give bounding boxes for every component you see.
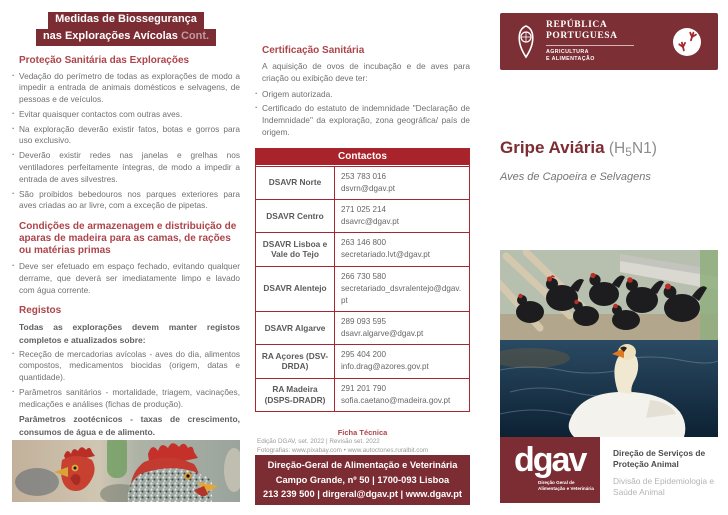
birds-photo — [500, 250, 718, 437]
gov-banner-text — [546, 20, 634, 63]
contact-region: DSAVR Norte — [256, 167, 335, 199]
footer-address: Campo Grande, nº 50 | 1700-093 Lisboa — [275, 474, 450, 485]
contact-phone: 253 783 016 — [341, 171, 387, 181]
contact-phone: 295 404 200 — [341, 350, 387, 360]
contact-row — [256, 166, 469, 199]
footer-contacts: 213 239 500 | dirgeral@dgav.pt | www.dgav.pt — [262, 489, 463, 500]
contact-row — [256, 266, 469, 311]
republica-line-2: PORTUGUESA — [546, 30, 618, 41]
title-suffix-rest: N1) — [631, 140, 657, 157]
registos-intro: Todas as explorações devem manter registos completos e atualizados sobre: — [19, 322, 240, 345]
photo-credits: Fotografias: www.pixabay.com • www.autoctones.ruralbit.com — [257, 447, 429, 455]
edition-note: Edição DGAV, set. 2022 | Revisão set. 2022 — [257, 437, 380, 445]
roosters-photo — [12, 440, 240, 502]
contact-region: DSAVR Algarve — [256, 312, 335, 344]
title-suffix-sub: 5 — [625, 145, 632, 159]
sector-line-2: E ALIMENTAÇÃO — [546, 55, 595, 62]
contact-region: DSAVR Lisboa e Vale do Tejo — [256, 233, 335, 265]
bullet-item: · Receção de mercadorias avícolas - aves do dia, alimentos compostos, medicamentos biocidas (origem, datas e quantidade). — [12, 349, 240, 384]
ficha-tecnica-title: Ficha Técnica — [337, 427, 388, 437]
contact-row — [256, 199, 469, 232]
bullet-item: · São proibidos bebedouros nos parques exteriores para aves criadas ao ar livre, com a exceção de pipetas. — [12, 189, 240, 213]
contact-region: RA Madeira (DSPS-DRADR) — [256, 379, 335, 411]
contact-row — [256, 378, 469, 411]
contacts-table-header: Contactos — [256, 149, 469, 166]
contact-email: dsavr.algarve@dgav.pt — [341, 329, 424, 339]
chickens-photo — [500, 250, 718, 340]
contact-phone: 263 146 800 — [341, 238, 387, 248]
dept-primary: Direção de Serviços de Proteção Animal — [613, 448, 706, 469]
badge-line-2-text: nas Explorações Avícolas — [42, 29, 178, 42]
certification-intro: A aquisição de ovos de incubação e de aves para criação ou exibição deve ter: — [262, 61, 470, 83]
gov-banner — [500, 13, 718, 70]
dept-secondary: Divisão de Epidemiologia e Saúde Animal — [613, 475, 715, 497]
bullet-item: · Vedação do perímetro de todas as explorações de modo a impedir a entrada de animais domésticos e selvagens, de pessoas e de veículos. — [12, 71, 240, 106]
contact-region: DSAVR Alentejo — [256, 267, 335, 311]
roosters-photo-image — [12, 440, 240, 502]
republica-portuguesa-emblem-icon — [514, 24, 538, 60]
sector-line-1: AGRICULTURA — [546, 48, 589, 55]
header-badge — [12, 12, 240, 46]
badge-cont-label: Cont. — [180, 29, 210, 42]
certification-title: Certificação Sanitária — [262, 45, 365, 56]
contact-email: dsavrc@dgav.pt — [341, 217, 400, 227]
bullet-item: · Origem autorizada. — [255, 89, 470, 101]
contact-email: dsvrn@dgav.pt — [341, 183, 395, 193]
badge-line-2 — [36, 29, 216, 46]
page-title — [500, 138, 718, 159]
bullet-item: · Certificado do estatuto de indemnidade "Declaração de Indemnidade" da exploração, zona geográfica/ país de origem. — [255, 103, 470, 138]
section3-title: Registos — [19, 305, 62, 317]
bullet-item: · Na exploração deverão existir fatos, botas e gorros para uso exclusivo. — [12, 124, 240, 148]
contact-email: secretariado_dsvralentejo@dgav.pt — [341, 283, 462, 305]
left-panel — [12, 12, 240, 441]
dgav-logo — [500, 437, 600, 503]
contact-region: DSAVR Centro — [256, 200, 335, 232]
contact-phone: 289 093 595 — [341, 316, 387, 326]
bullet-item: · Evitar quaisquer contactos com outras aves. — [12, 109, 240, 121]
contacts-table — [255, 148, 470, 412]
middle-panel — [255, 36, 470, 456]
contact-region: RA Açores (DSV-DRDA) — [256, 345, 335, 377]
section2-title: Condições de armazenagem e distribuição de aparas de madeira para as camas, de rações ou matérias primas — [19, 221, 237, 257]
contact-email: sofia.caetano@madeira.gov.pt — [341, 395, 451, 405]
contact-email: secretariado.lvt@dgav.pt — [341, 250, 431, 260]
badge-line-1: Medidas de Biossegurança — [48, 12, 204, 29]
bullet-item: · Parâmetros sanitários - mortalidade, triagem, vacinações, medicações e análises (fichas de produção). — [12, 387, 240, 411]
republica-line-1: REPÚBLICA — [546, 19, 608, 30]
section1-title: Proteção Sanitária das Explorações — [19, 54, 190, 66]
bullet-item: · Deve ser efetuado em espaço fechado, evitando qualquer derrame, que deverá ser imediatamente limpo e lavado com água corrente. — [12, 261, 240, 296]
contact-phone: 271 025 214 — [341, 204, 387, 214]
contact-phone: 291 201 790 — [341, 383, 387, 393]
sector-divider — [546, 45, 634, 46]
footer-address-box — [255, 455, 470, 505]
bullet-item: · Deverão existir redes nas janelas e grelhas nos ventiladores perfeitamente íntegras, de modo a impedir a entrada de aves silvestres. — [12, 150, 240, 185]
bird-footprints-icon — [672, 27, 702, 57]
contact-row — [256, 344, 469, 377]
title-suffix-paren: (H — [604, 140, 626, 157]
footer-org-name: Direção-Geral de Alimentação e Veterinária — [267, 460, 458, 471]
page-title-main: Gripe Aviária — [500, 138, 605, 157]
contact-phone: 266 730 580 — [341, 271, 387, 281]
dgav-logo-text: dgav — [514, 441, 586, 479]
swan-photo — [500, 340, 718, 437]
department-block — [613, 448, 717, 498]
page-subtitle: Aves de Capoeira e Selvagens — [500, 171, 651, 183]
contact-email: info.drag@azores.gov.pt — [341, 362, 429, 372]
contact-row — [256, 311, 469, 344]
registos-outro: Parâmetros zootécnicos - taxas de crescimento, consumos de água e de alimento. — [19, 414, 240, 437]
contact-row — [256, 232, 469, 265]
dgav-logo-subtext: Direção Geral de Alimentação e Veterinária — [538, 480, 594, 492]
